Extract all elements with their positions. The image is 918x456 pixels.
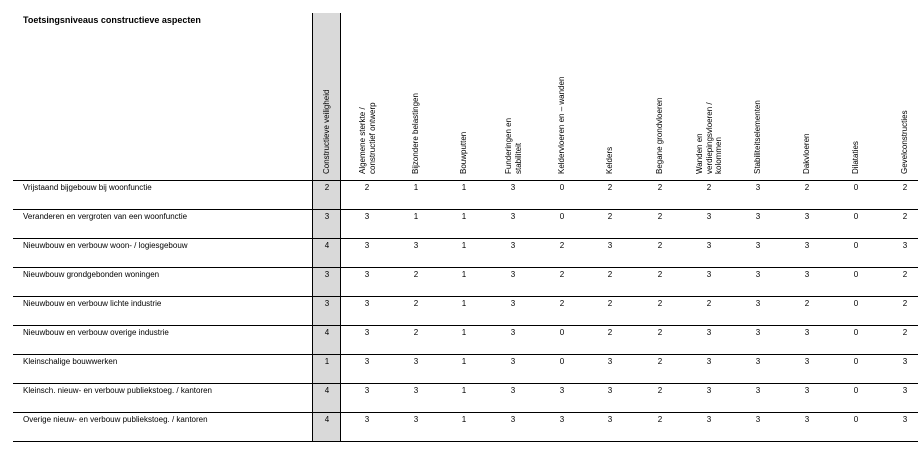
table-cell: 2 (607, 270, 613, 279)
row-label: Nieuwbouw grondgebonden woningen (23, 270, 160, 279)
table-cell: 2 (559, 270, 565, 279)
column-header-line: Constructieve veiligheid (322, 89, 332, 174)
table-cell: 1 (461, 357, 467, 366)
table-cell: 3 (755, 386, 761, 395)
row-divider (13, 325, 918, 326)
table-cell: 3 (804, 270, 810, 279)
table-cell: 3 (607, 415, 613, 424)
column-header (411, 93, 421, 174)
table-cell: 0 (853, 241, 859, 250)
table-cell: 3 (510, 357, 516, 366)
table-cell: 3 (510, 212, 516, 221)
table-cell: 0 (559, 328, 565, 337)
table-cell: 3 (510, 328, 516, 337)
table-cell: 0 (853, 270, 859, 279)
column-header (504, 118, 523, 174)
column-header-line: Dilataties (851, 141, 861, 174)
column-header-line: Stabiliteitselementen (753, 100, 763, 174)
table-cell: 1 (413, 212, 419, 221)
row-label: Kleinsch. nieuw- en verbouw publiekstoeg. / kantoren (23, 386, 212, 395)
column-header (557, 77, 567, 174)
row-label: Nieuwbouw en verbouw woon- / logiesgebouw (23, 241, 188, 250)
column-header-line: Wanden en (694, 133, 704, 174)
table-cell: 3 (706, 212, 712, 221)
table-cell: 4 (324, 415, 330, 424)
table-cell: 2 (657, 299, 663, 308)
table-cell: 4 (324, 241, 330, 250)
table-cell: 0 (853, 299, 859, 308)
table-cell: 3 (804, 415, 810, 424)
column-divider (340, 13, 341, 441)
table-cell: 3 (324, 212, 330, 221)
table-cell: 3 (607, 241, 613, 250)
column-header-line: Bijzondere belastingen (411, 93, 421, 174)
table-cell: 3 (804, 212, 810, 221)
table-cell: 3 (364, 270, 370, 279)
table-cell: 2 (902, 328, 908, 337)
row-divider (13, 354, 918, 355)
table-cell: 3 (902, 415, 908, 424)
column-divider (312, 13, 313, 441)
row-divider (13, 238, 918, 239)
table-cell: 3 (706, 270, 712, 279)
table-cell: 3 (364, 386, 370, 395)
table-cell: 3 (413, 357, 419, 366)
table-cell: 1 (324, 357, 330, 366)
column-header-line: Funderingen en (503, 117, 513, 174)
row-label: Kleinschalige bouwwerken (23, 357, 118, 366)
table-cell: 4 (324, 386, 330, 395)
column-header-line: Dakvloeren (802, 133, 812, 174)
row-divider (13, 296, 918, 297)
table-cell: 3 (755, 183, 761, 192)
table-cell: 2 (706, 183, 712, 192)
table-cell: 3 (324, 299, 330, 308)
row-divider (13, 441, 918, 442)
table-cell: 1 (461, 212, 467, 221)
table-cell: 3 (755, 299, 761, 308)
table-cell: 3 (510, 183, 516, 192)
row-label: Vrijstaand bijgebouw bij woonfunctie (23, 183, 152, 192)
table-cell: 3 (607, 357, 613, 366)
table-cell: 3 (413, 241, 419, 250)
column-header-line: Keldervloeren en – wanden (557, 76, 567, 174)
table-cell: 2 (657, 328, 663, 337)
table-cell: 0 (853, 386, 859, 395)
row-divider (13, 412, 918, 413)
table-cell: 3 (706, 241, 712, 250)
table-cell: 3 (413, 415, 419, 424)
row-label: Nieuwbouw en verbouw overige industrie (23, 328, 169, 337)
table-cell: 2 (413, 270, 419, 279)
table-cell: 3 (755, 357, 761, 366)
column-header-line: kolommen (713, 137, 723, 174)
table-cell: 3 (755, 241, 761, 250)
table-cell: 3 (706, 328, 712, 337)
row-label: Nieuwbouw en verbouw lichte industrie (23, 299, 162, 308)
table-cell: 2 (902, 183, 908, 192)
column-header (459, 132, 469, 174)
column-header (322, 90, 332, 175)
column-header (358, 102, 377, 174)
table-cell: 0 (853, 183, 859, 192)
table-cell: 2 (902, 212, 908, 221)
header-divider (13, 180, 918, 181)
table-cell: 3 (755, 270, 761, 279)
row-label: Overige nieuw- en verbouw publiekstoeg. / kantoren (23, 415, 208, 424)
table-cell: 2 (657, 212, 663, 221)
table-cell: 2 (413, 328, 419, 337)
table-cell: 2 (324, 183, 330, 192)
table-title: Toetsingsniveaus constructieve aspecten (23, 15, 201, 25)
table-cell: 0 (853, 357, 859, 366)
column-header-line: stabiliteit (513, 142, 522, 174)
table-cell: 3 (706, 357, 712, 366)
table-cell: 4 (324, 328, 330, 337)
table-cell: 3 (413, 386, 419, 395)
table-cell: 1 (461, 241, 467, 250)
column-header-line: Algemene sterkte / (357, 107, 367, 174)
column-header (851, 141, 861, 174)
table-cell: 1 (461, 270, 467, 279)
table-cell: 1 (461, 328, 467, 337)
table-cell: 2 (804, 299, 810, 308)
toetsingsniveaus-table (13, 13, 918, 443)
table-cell: 3 (510, 241, 516, 250)
column-header (753, 100, 763, 174)
table-cell: 3 (364, 328, 370, 337)
table-cell: 3 (510, 415, 516, 424)
table-cell: 3 (324, 270, 330, 279)
table-cell: 3 (804, 386, 810, 395)
table-cell: 2 (607, 183, 613, 192)
column-header-line: verdiepingsvloeren / (704, 102, 714, 174)
table-cell: 0 (559, 357, 565, 366)
table-cell: 1 (461, 183, 467, 192)
table-cell: 0 (853, 415, 859, 424)
table-cell: 2 (657, 357, 663, 366)
table-cell: 2 (413, 299, 419, 308)
column-header (695, 102, 724, 174)
table-cell: 0 (559, 183, 565, 192)
table-cell: 3 (559, 415, 565, 424)
table-cell: 3 (364, 241, 370, 250)
table-cell: 3 (902, 386, 908, 395)
table-cell: 2 (902, 299, 908, 308)
table-cell: 2 (607, 328, 613, 337)
table-cell: 2 (559, 299, 565, 308)
table-cell: 3 (559, 386, 565, 395)
table-cell: 2 (657, 270, 663, 279)
table-cell: 1 (461, 415, 467, 424)
table-cell: 0 (853, 212, 859, 221)
table-cell: 3 (804, 241, 810, 250)
table-cell: 1 (461, 299, 467, 308)
table-cell: 2 (657, 386, 663, 395)
table-cell: 2 (607, 299, 613, 308)
column-header (802, 134, 812, 174)
table-cell: 3 (510, 270, 516, 279)
table-cell: 2 (706, 299, 712, 308)
table-cell: 2 (804, 183, 810, 192)
column-header-line: Bouwputten (459, 131, 469, 174)
table-cell: 3 (364, 415, 370, 424)
table-cell: 3 (364, 299, 370, 308)
row-divider (13, 267, 918, 268)
table-cell: 0 (853, 328, 859, 337)
table-cell: 3 (364, 212, 370, 221)
table-cell: 2 (559, 241, 565, 250)
table-cell: 1 (413, 183, 419, 192)
column-header (655, 97, 665, 174)
column-header-line: Begane grondvloeren (655, 97, 665, 174)
table-cell: 3 (902, 241, 908, 250)
row-divider (13, 209, 918, 210)
column-header-line: Kelders (605, 146, 615, 174)
table-cell: 3 (510, 299, 516, 308)
column-header-line: Gevelconstructies (900, 110, 910, 174)
table-cell: 3 (607, 386, 613, 395)
column-header (605, 147, 615, 174)
table-cell: 3 (804, 328, 810, 337)
table-cell: 0 (559, 212, 565, 221)
table-cell: 2 (364, 183, 370, 192)
column-header (900, 110, 910, 174)
table-cell: 2 (657, 241, 663, 250)
row-label: Veranderen en vergroten van een woonfunctie (23, 212, 188, 221)
table-cell: 1 (461, 386, 467, 395)
table-cell: 2 (657, 183, 663, 192)
table-cell: 3 (510, 386, 516, 395)
table-cell: 2 (902, 270, 908, 279)
constructieve-veiligheid-column-shade (312, 13, 340, 441)
table-cell: 3 (755, 328, 761, 337)
table-cell: 3 (364, 357, 370, 366)
table-cell: 2 (657, 415, 663, 424)
table-cell: 3 (706, 386, 712, 395)
table-cell: 2 (607, 212, 613, 221)
row-divider (13, 383, 918, 384)
table-cell: 3 (804, 357, 810, 366)
table-cell: 3 (706, 415, 712, 424)
table-cell: 3 (902, 357, 908, 366)
column-header-line: constructief ontwerp (367, 102, 376, 174)
table-cell: 3 (755, 212, 761, 221)
table-cell: 3 (755, 415, 761, 424)
